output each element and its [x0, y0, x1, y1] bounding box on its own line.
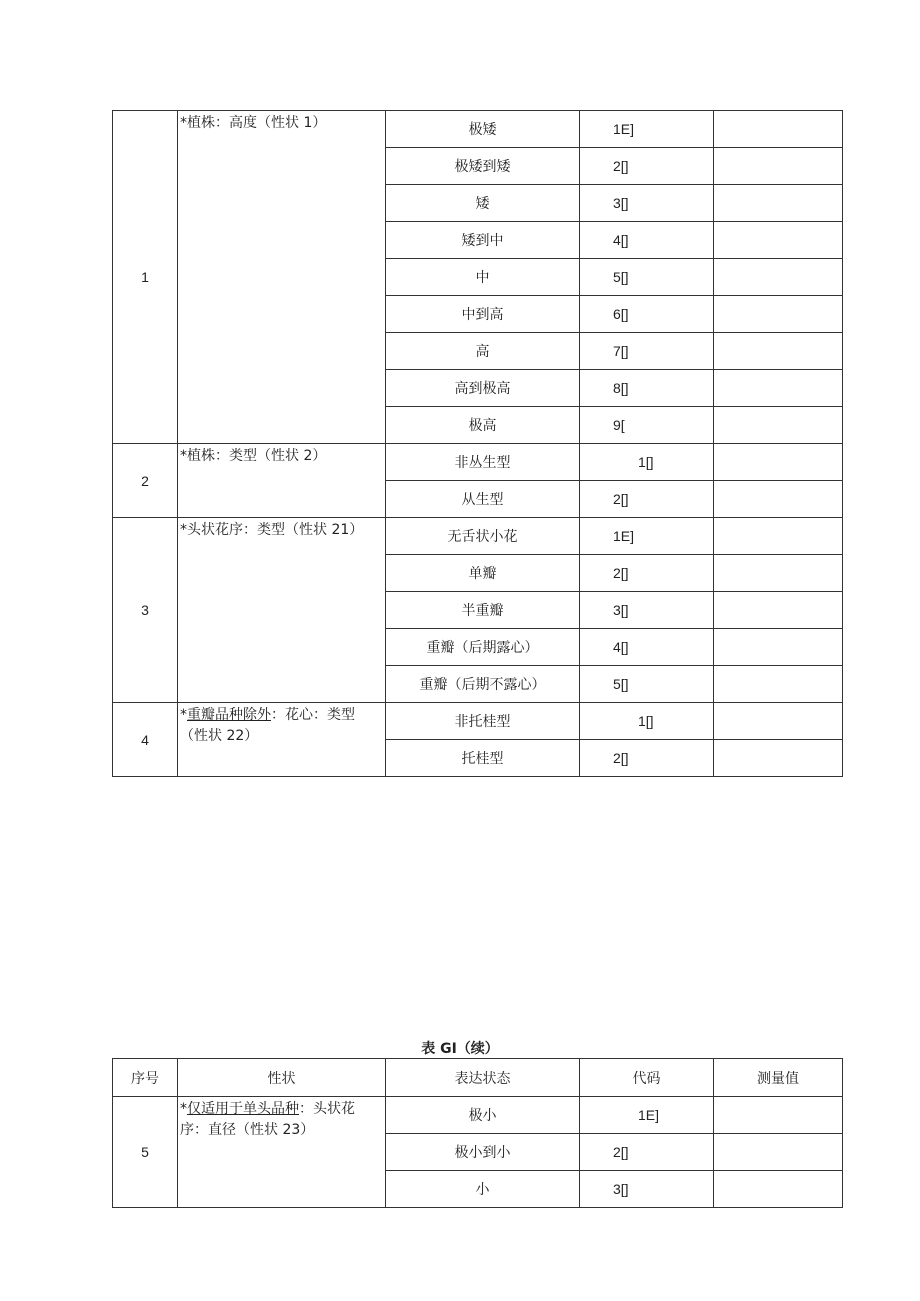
code-cell: 1E] — [580, 111, 714, 148]
measure-cell — [714, 518, 843, 555]
state-cell: 极高 — [386, 407, 580, 444]
measure-cell — [714, 740, 843, 777]
code-cell: 1[] — [580, 703, 714, 740]
code-cell: 5[] — [580, 666, 714, 703]
measure-cell — [714, 481, 843, 518]
measure-cell — [714, 333, 843, 370]
table-row — [113, 111, 843, 148]
row-number: 3 — [113, 518, 178, 703]
code-cell: 4[] — [580, 222, 714, 259]
measure-cell — [714, 1134, 843, 1171]
measure-cell — [714, 222, 843, 259]
state-cell: 极小 — [386, 1097, 580, 1134]
state-cell: 小 — [386, 1171, 580, 1208]
row-number: 1 — [113, 111, 178, 444]
code-cell: 6[] — [580, 296, 714, 333]
measure-cell — [714, 1097, 843, 1134]
row-number: 5 — [113, 1097, 178, 1208]
state-cell: 极矮 — [386, 111, 580, 148]
state-cell: 非托桂型 — [386, 703, 580, 740]
state-cell: 极小到小 — [386, 1134, 580, 1171]
code-cell: 9[ — [580, 407, 714, 444]
state-cell: 托桂型 — [386, 740, 580, 777]
trait-prefix: * — [180, 707, 187, 723]
measure-cell — [714, 185, 843, 222]
table-row — [113, 703, 843, 740]
code-cell: 7[] — [580, 333, 714, 370]
measure-cell — [714, 111, 843, 148]
trait-table — [112, 110, 843, 777]
state-cell: 单瓣 — [386, 555, 580, 592]
measure-cell — [714, 555, 843, 592]
measure-cell — [714, 259, 843, 296]
code-cell: 3[] — [580, 185, 714, 222]
header-code: 代码 — [580, 1059, 714, 1097]
header-trait: 性状 — [178, 1059, 386, 1097]
state-cell: 矮到中 — [386, 222, 580, 259]
state-cell: 极矮到矮 — [386, 148, 580, 185]
state-cell: 从生型 — [386, 481, 580, 518]
state-cell: 矮 — [386, 185, 580, 222]
code-cell: 1[] — [580, 444, 714, 481]
measure-cell — [714, 1171, 843, 1208]
trait-cell: *植株：类型（性状 2） — [178, 444, 386, 518]
code-cell: 1E] — [580, 1097, 714, 1134]
table-row — [113, 1097, 843, 1134]
code-cell: 1E] — [580, 518, 714, 555]
state-cell: 无舌状小花 — [386, 518, 580, 555]
measure-cell — [714, 444, 843, 481]
state-cell: 中到高 — [386, 296, 580, 333]
state-cell: 重瓣（后期露心） — [386, 629, 580, 666]
code-cell: 4[] — [580, 629, 714, 666]
code-cell: 2[] — [580, 481, 714, 518]
state-cell: 高到极高 — [386, 370, 580, 407]
trait-text: ：花心：类型（性状 22） — [180, 707, 355, 744]
trait-table-continued — [112, 1058, 843, 1208]
trait-cell: *植株：高度（性状 1） — [178, 111, 386, 444]
row-number: 2 — [113, 444, 178, 518]
trait-prefix: * — [180, 1101, 187, 1117]
table-caption: 表 GI（续） — [421, 1041, 499, 1057]
header-row — [113, 1059, 843, 1097]
trait-cell: *头状花序：类型（性状 21） — [178, 518, 386, 703]
state-cell: 高 — [386, 333, 580, 370]
trait-scope-note: 重瓣品种除外 — [187, 707, 271, 723]
state-cell: 中 — [386, 259, 580, 296]
state-cell: 重瓣（后期不露心） — [386, 666, 580, 703]
measure-cell — [714, 629, 843, 666]
header-number: 序号 — [113, 1059, 178, 1097]
measure-cell — [714, 370, 843, 407]
state-cell: 非丛生型 — [386, 444, 580, 481]
measure-cell — [714, 407, 843, 444]
measure-cell — [714, 592, 843, 629]
measure-cell — [714, 148, 843, 185]
trait-cell — [178, 703, 386, 777]
code-cell: 8[] — [580, 370, 714, 407]
code-cell: 2[] — [580, 740, 714, 777]
header-measure: 测量值 — [714, 1059, 843, 1097]
row-number: 4 — [113, 703, 178, 777]
table-row — [113, 444, 843, 481]
trait-cell — [178, 1097, 386, 1208]
code-cell: 5[] — [580, 259, 714, 296]
code-cell: 2[] — [580, 1134, 714, 1171]
code-cell: 2[] — [580, 148, 714, 185]
table-row — [113, 518, 843, 555]
trait-scope-note: 仅适用于单头品种 — [187, 1101, 299, 1117]
code-cell: 2[] — [580, 555, 714, 592]
measure-cell — [714, 703, 843, 740]
code-cell: 3[] — [580, 592, 714, 629]
trait-text: ：头状花序：直径（性状 23） — [180, 1101, 355, 1138]
state-cell: 半重瓣 — [386, 592, 580, 629]
measure-cell — [714, 666, 843, 703]
measure-cell — [714, 296, 843, 333]
code-cell: 3[] — [580, 1171, 714, 1208]
header-state: 表达状态 — [386, 1059, 580, 1097]
